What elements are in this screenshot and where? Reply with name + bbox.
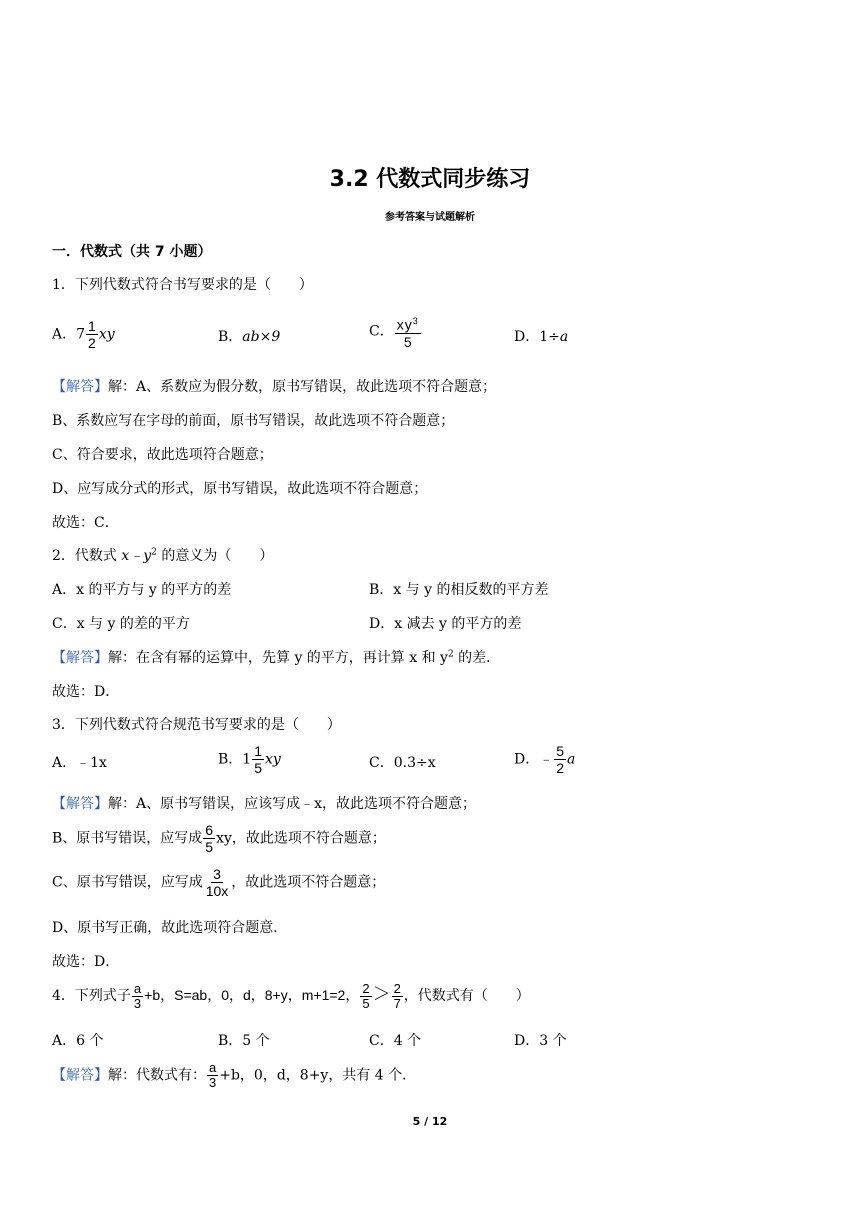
q1-answer-line-3: C、符合要求，故此选项符合题意； bbox=[52, 447, 273, 463]
q4-option-c: C．4 个 bbox=[369, 1033, 422, 1049]
q1-choice: 故选：C． bbox=[52, 515, 119, 531]
page-number: 5 / 12 bbox=[412, 1115, 448, 1128]
q1-answer-line-4: D、应写成分式的形式，原书写错误，故此选项不符合题意； bbox=[52, 481, 428, 497]
q3-answer-line-1: 【解答】解：A、原书写错误，应该写成﹣x，故此选项不符合题意； bbox=[52, 796, 477, 812]
q2-choice: 故选：D． bbox=[52, 684, 120, 700]
q1-option-a-fraction: $\frac{1}{2}$ bbox=[88, 318, 96, 351]
section-heading: 一．代数式（共 7 小题） bbox=[52, 244, 212, 260]
answer-tag: 【解答】 bbox=[52, 379, 108, 395]
answer-tag: 【解答】 bbox=[52, 1067, 108, 1084]
q4-fraction-2-7: $\frac{2}{7}$ bbox=[393, 980, 401, 1011]
q4-answer: 【解答】解：代数式有： $\frac{a}{3}$ +b，0，d，8+y，共有 4 个． bbox=[52, 1060, 417, 1090]
q3-option-a: A．﹣1x bbox=[52, 755, 107, 771]
q2-answer: 【解答】解：在含有幂的运算中，先算 y 的平方，再计算 x 和 $y^2$ 的差． bbox=[52, 649, 501, 666]
q3-choice: 故选：D． bbox=[52, 954, 120, 970]
q2-stem: 2．代数式 $x﹣y^2$ 的意义为（ ） bbox=[52, 547, 274, 564]
q4-fraction-a-3: $\frac{a}{3}$ bbox=[133, 980, 142, 1011]
q1-answer-line-2: B、系数应写在字母的前面，原书写错误，故此选项不符合题意； bbox=[52, 413, 455, 429]
answer-tag: 【解答】 bbox=[52, 796, 108, 812]
q3-option-c: C．0.3÷x bbox=[369, 755, 436, 771]
q4-answer-fraction: $\frac{a}{3}$ bbox=[209, 1060, 217, 1090]
q4-option-b: B．5 个 bbox=[218, 1033, 270, 1049]
q3-option-b: B．1 $\frac{1}{5}$ xy bbox=[218, 743, 281, 776]
q1-stem: 1．下列代数式符合书写要求的是（ ） bbox=[52, 277, 313, 293]
q1-option-c: C． $\frac{xy^3}{5}$ bbox=[369, 313, 422, 350]
q4-option-a: A．6 个 bbox=[52, 1033, 104, 1049]
q1-option-a: A．7 $\frac{1}{2}$ xy bbox=[52, 318, 115, 351]
q1-option-c-fraction: $\frac{xy^3}{5}$ bbox=[395, 313, 421, 350]
q3-answer-line-4: D、原书写正确，故此选项符合题意． bbox=[52, 920, 288, 936]
q3-option-d-fraction: $\frac{5}{2}$ bbox=[556, 743, 565, 776]
q3-answer-line-3: C、原书写错误，应写成 $\frac{3}{10x}$ ，故此选项不符合题意； bbox=[52, 866, 386, 899]
q4-fraction-2-5: $\frac{2}{5}$ bbox=[362, 980, 370, 1011]
answer-tag: 【解答】 bbox=[52, 650, 108, 666]
q3-answer-fraction-b: $\frac{6}{5}$ bbox=[205, 822, 214, 855]
q1-option-d: D．1÷a bbox=[514, 329, 569, 345]
q2-option-a: A．x 的平方与 y 的平方的差 bbox=[52, 582, 232, 598]
q1-answer-line-1: 【解答】解：A、系数应为假分数，原书写错误，故此选项不符合题意； bbox=[52, 379, 497, 395]
q3-stem: 3．下列代数式符合规范书写要求的是（ ） bbox=[52, 717, 341, 733]
page-title: 3.2 代数式同步练习 bbox=[329, 167, 531, 192]
q3-answer-fraction-c: $\frac{3}{10x}$ bbox=[205, 866, 229, 899]
page-subtitle: 参考答案与试题解析 bbox=[385, 212, 475, 223]
q3-option-b-fraction: $\frac{1}{5}$ bbox=[254, 743, 262, 776]
q1-option-b: B．ab×9 bbox=[218, 329, 281, 345]
q2-option-b: B．x 与 y 的相反数的平方差 bbox=[369, 582, 549, 598]
q3-answer-line-2: B、原书写错误，应写成 $\frac{6}{5}$ xy，故此选项不符合题意； bbox=[52, 822, 386, 855]
q4-option-d: D．3 个 bbox=[514, 1033, 567, 1049]
q3-option-d: D．﹣ $\frac{5}{2}$ a bbox=[514, 743, 576, 776]
q2-option-d: D．x 减去 y 的平方的差 bbox=[369, 616, 522, 632]
q4-stem: 4．下列式子 $\frac{a}{3}$ +b，S=ab，0，d，8+y，m+1=2， $\frac{2}{5}$ ＞ $\frac{2}{7}$ ，代数式有（ ） bbox=[52, 980, 530, 1011]
q2-option-c: C．x 与 y 的差的平方 bbox=[52, 616, 190, 632]
